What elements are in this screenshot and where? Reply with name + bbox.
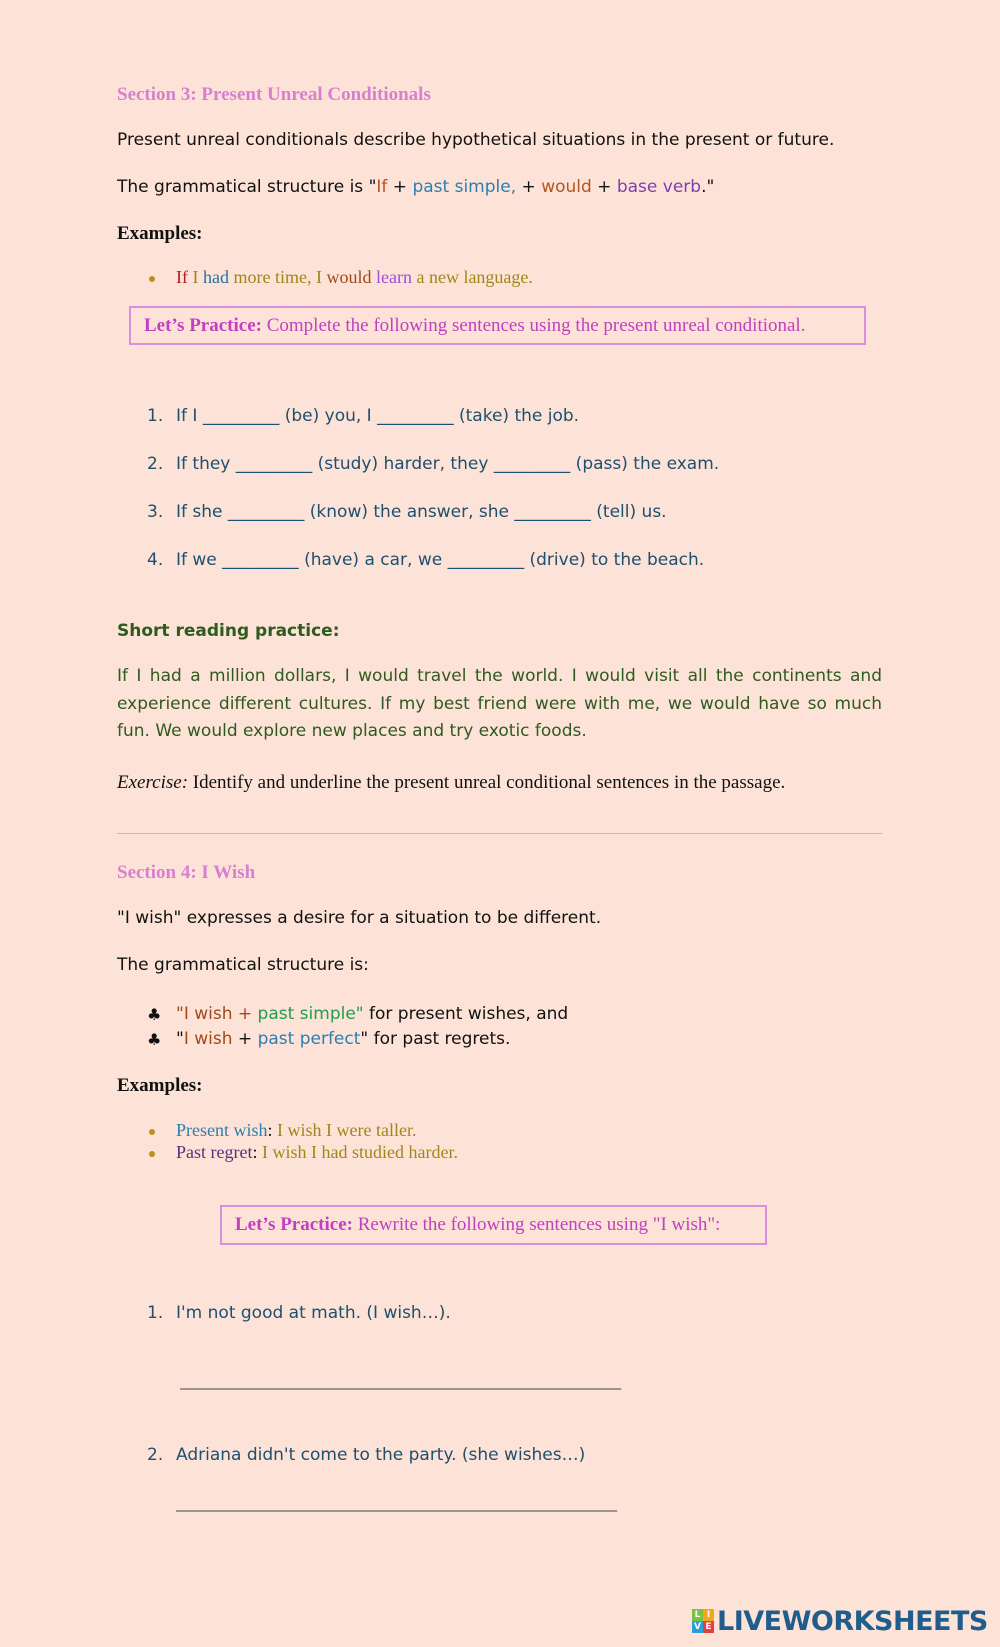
- section-3-structure: [117, 177, 714, 197]
- example-if: If: [176, 267, 188, 287]
- exercise-text: If we _________ (have) a car, we _________ (drive) to the beach.: [176, 550, 705, 570]
- section-3-examples-label: Examples:: [117, 223, 203, 244]
- structure-plus: +: [591, 177, 617, 197]
- list-number: 1.: [147, 1303, 164, 1323]
- section-4-examples-label: Examples:: [117, 1075, 203, 1096]
- logo-tiles-icon: [692, 1609, 714, 1633]
- exercise-text: Adriana didn't come to the party. (she wishes…): [176, 1445, 586, 1465]
- structure-prefix: The grammatical structure is ": [117, 177, 377, 197]
- wish-rule-present: [176, 1004, 568, 1024]
- list-number: 2.: [147, 1445, 164, 1465]
- rule-plus: +: [232, 1029, 258, 1049]
- exercise-text: If she _________ (know) the answer, she _________ (tell) us.: [176, 502, 667, 522]
- practice-label: Let’s Practice:: [235, 1214, 353, 1235]
- rule-i-wish: "I wish +: [176, 1004, 258, 1024]
- example-had: had: [198, 267, 229, 287]
- list-number: 1.: [147, 406, 164, 426]
- bullet-dot: [149, 276, 155, 282]
- exercise-instruction: [117, 772, 785, 794]
- rule-i-wish: I wish: [183, 1029, 233, 1049]
- example-text: I wish I had studied harder.: [262, 1142, 458, 1162]
- structure-base-verb: base verb: [616, 177, 702, 197]
- example-text: a new language.: [411, 267, 533, 287]
- example-learn: learn: [371, 267, 412, 287]
- structure-plus: +: [516, 177, 542, 197]
- reading-title: Short reading practice:: [117, 621, 340, 641]
- rule-past-perfect: past perfect: [257, 1029, 361, 1049]
- section-4-structure: The grammatical structure is:: [117, 955, 369, 975]
- practice-instructions: Complete the following sentences using the present unreal conditional.: [261, 315, 806, 336]
- logo-text: LIVEWORKSHEETS: [717, 1605, 988, 1637]
- logo-tile: L: [692, 1609, 703, 1621]
- practice-box-conditional: [129, 306, 866, 345]
- logo-tile: V: [692, 1621, 703, 1633]
- rule-quote: ": [176, 1029, 184, 1049]
- logo-tile: E: [703, 1621, 714, 1633]
- wish-example-past: [176, 1142, 458, 1163]
- rule-text: for present wishes, and: [363, 1004, 569, 1024]
- exercise-text: If I _________ (be) you, I _________ (take) the job.: [176, 406, 580, 426]
- example-i: I: [188, 267, 199, 287]
- example-text: more time, I: [229, 267, 322, 287]
- logo-tile: I: [703, 1609, 714, 1621]
- section-4-title: Section 4: I Wish: [117, 862, 256, 883]
- section-divider: [117, 833, 882, 834]
- example-colon: :: [267, 1120, 278, 1140]
- answer-line[interactable]: _______________________________________________________________: [176, 1496, 617, 1512]
- example-label: Present wish: [176, 1120, 268, 1140]
- practice-label: Let’s Practice:: [144, 315, 262, 336]
- example-label: Past regret: [176, 1142, 253, 1162]
- section-3-intro: Present unreal conditionals describe hypothetical situations in the present or future.: [117, 130, 835, 150]
- example-would: would: [321, 267, 372, 287]
- reading-passage: If I had a million dollars, I would travel the world. I would visit all the continents and experience different cultures. If my best friend were with me, we would have so much fun. We would explore new places and try exotic foods.: [117, 666, 882, 741]
- section-3-example: [176, 267, 533, 288]
- structure-if: If: [376, 177, 388, 197]
- club-bullet-icon: ♣: [147, 1030, 162, 1049]
- list-number: 4.: [147, 550, 164, 570]
- list-number: 2.: [147, 454, 164, 474]
- exercise-label: Exercise:: [117, 772, 189, 793]
- section-4-intro: "I wish" expresses a desire for a situation to be different.: [117, 908, 602, 928]
- practice-instructions: Rewrite the following sentences using "I wish":: [352, 1214, 721, 1235]
- example-text: I wish I were taller.: [277, 1120, 417, 1140]
- bullet-dot: [149, 1151, 155, 1157]
- practice-box-wish: [220, 1205, 767, 1245]
- structure-suffix: .": [701, 177, 715, 197]
- section-3-title: Section 3: Present Unreal Conditionals: [117, 84, 431, 105]
- exercise-instruction-text: Identify and underline the present unreal conditional sentences in the passage.: [188, 772, 786, 793]
- structure-plus: +: [387, 177, 413, 197]
- wish-rule-past: [176, 1029, 510, 1049]
- rule-text: " for past regrets.: [360, 1029, 511, 1049]
- exercise-text: If they _________ (study) harder, they _________ (pass) the exam.: [176, 454, 720, 474]
- list-number: 3.: [147, 502, 164, 522]
- structure-past-simple: past simple,: [412, 177, 517, 197]
- club-bullet-icon: ♣: [147, 1005, 162, 1024]
- rule-past-simple: past simple": [257, 1004, 364, 1024]
- liveworksheets-logo: [692, 1607, 988, 1635]
- bullet-dot: [149, 1129, 155, 1135]
- exercise-text: I'm not good at math. (I wish…).: [176, 1303, 451, 1323]
- wish-example-present: [176, 1120, 416, 1141]
- example-colon: :: [252, 1142, 262, 1162]
- answer-line[interactable]: _______________________________________________________________: [180, 1374, 621, 1390]
- structure-would: would: [541, 177, 592, 197]
